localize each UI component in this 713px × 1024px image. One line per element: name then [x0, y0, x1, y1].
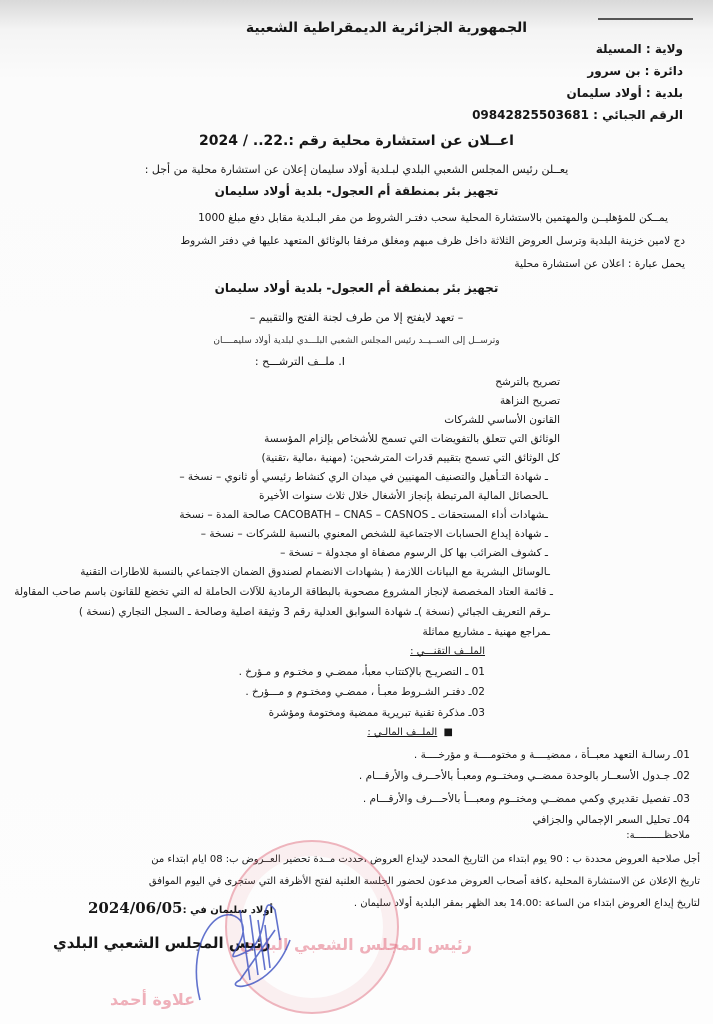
technical-item: 01 ـ التصريـح بالإكتتاب معبأ، ممضـي و مختـوم و مـؤرخ . [238, 666, 485, 678]
announcement-title: اعــلان عن استشارة محلية رقم :.22.. / 2024 [199, 133, 514, 149]
send-to: وترســل إلى الســيــد رئيس المجلس الشعبي البلـــدي لبلدية أولاد سليمــــان [213, 336, 500, 346]
financial-item: 03ـ تفصيل تقديري وكمي ممضــي ومختــوم ومعبـــأ بالأحـــرف والأرقـــام . [362, 793, 690, 805]
candidacy-heading: I. ملــف الترشـــح : [254, 355, 345, 368]
financial-item: 01ـ رسالـة التعهد معبــأة ، ممضيــــة و مختومــــة و مؤرخــــة . [413, 749, 690, 761]
notes-heading: ملاحظــــــــــة: [626, 830, 690, 841]
candidacy-item: ـ شهادة إيداع الحسابات الاجتماعية للشخص المعنوي بالنسبة للشركات – نسخة – [200, 528, 548, 540]
para-line: يحمل عبارة : اعلان عن استشارة محلية [514, 258, 685, 270]
financial-item: 04ـ تحليل السعر الإجمالي والجزافي [532, 814, 690, 826]
tax-number: الرقم الجبائي : 09842825503681 [472, 108, 683, 122]
candidacy-item: ـ شهادة التـأهيل والتصنيف المهنيين في ميدان الري كنشاط رئيسي أو ثانوي – نسخة – [179, 471, 548, 483]
sealed-note: – تعهد لايفتح إلا من طرف لجنة الفتح والتقييم – [249, 311, 464, 324]
candidacy-item: تصريح النزاهة [499, 395, 560, 407]
place-label: أولاد سليمان في : [182, 905, 273, 916]
candidacy-item: القانون الأساسي للشركات [444, 414, 560, 426]
signatory-title: رئيس المجلس الشعبي البلدي [53, 934, 271, 952]
candidacy-item: الوثائق التي تتعلق بالتفويضات التي تسمح للأشخاص بإلزام المؤسسة [264, 433, 560, 445]
technical-heading: الملــف التقنـــي : [410, 646, 485, 657]
financial-heading-text: الملــف المالـي : [367, 727, 438, 738]
candidacy-item: كل الوثائق التي تسمح بتقييم قدرات المترشحين: (مهنية ،مالية ،تقنية) [261, 452, 560, 464]
bullet-icon: ■ [437, 727, 453, 738]
para-line: دج لامين خزينة البلدية وترسل العروض الثلاثة داخل ظرف مبهم ومغلق مرفقا بالوثائق المتعهد عليها في دفتر الشروط [180, 235, 685, 247]
stamp-name: علاوة أحمد [110, 990, 196, 1009]
financial-item: 02ـ جـدول الأسعــار بالوحدة ممضــي ومختــوم ومعبـأ بالأحــرف والأرقـــام . [358, 770, 690, 782]
technical-item: 02ـ دفتـر الشـروط معبـأ ، ممضـي ومختـوم و مـــؤرخ . [245, 686, 485, 698]
candidacy-item: ـ كشوف الضرائب بها كل الرسوم مصفاة او مجدولة – نسخة – [280, 547, 548, 559]
candidacy-item: ـشهادات أداء المستحقات ـ CACOBATH – CNAS – CASNOS صالحة المدة – نسخة [179, 509, 548, 521]
candidacy-item: تصريح بالترشح [495, 376, 560, 388]
project-title-repeat: تجهيز بئر بمنطقة أم العجول- بلدية أولاد سليمان [214, 281, 499, 295]
announcement-intro: يعــلن رئيس المجلس الشعبي البلدي لبـلدية أولاد سليمان إعلان عن استشارة محلية من أجل : [144, 163, 569, 176]
candidacy-item: ـ قائمة العتاد المخصصة لإنجاز المشروع مصحوبة بالبطاقة الرمادية للآلات الحاملة له التي تخضع للقانون باسم صاحب المقاولة [14, 586, 553, 598]
baladiya: بلدية : أولاد سليمان [566, 86, 683, 100]
technical-item: 03ـ مذكرة تقنية تبريرية ممضية ومختومة ومؤشرة [268, 707, 485, 719]
note-line: أجل صلاحية العروض محددة ب : 90 يوم ابتداء من التاريخ المحدد لإيداع العروض ،حددت مــدة تحضير العــروض ب: 08 ايام ابتداء من [151, 854, 700, 865]
handwritten-signature [180, 880, 300, 1010]
candidacy-item: ـالحصائل المالية المرتبطة بإنجاز الأشغال خلال ثلاث سنوات الأخيرة [258, 490, 548, 502]
candidacy-item: ـالوسائل البشرية مع البيانات اللازمة ( بشهادات الانضمام لصندوق الضمان الاجتماعي بالنسبة للاطارات التقنية [80, 566, 550, 578]
candidacy-item: ـرقم التعريف الجبائي (نسخة )ـ شهادة السوابق العدلية رقم 3 وثيقة اصلية وصالحة ـ السجل التجاري (نسخة ) [78, 606, 550, 618]
daira: دائرة : بن سرور [587, 64, 683, 78]
candidacy-item: ـمراجع مهنية ـ مشاريع مماثلة [422, 626, 550, 638]
para-line: يمــكن للمؤهليــن والمهتمين بالاستشارة المحلية سحب دفتـر الشروط من مقر البـلدية مقابل دفع مبلغ 1000 [198, 212, 668, 224]
republic-heading: الجمهورية الجزائرية الديمقراطية الشعبية [245, 20, 528, 36]
wilaya: ولاية : المسيلة [595, 42, 683, 56]
note-line: لتاريخ إيداع العروض ابتداء من الساعة :14.00 بعد الظهر بمقر البلدية أولاد سليمان . [353, 898, 700, 909]
stamp-text: رئيس المجلس الشعبي البلدي [240, 935, 472, 954]
financial-heading [367, 725, 453, 741]
note-line: تاريخ الإعلان عن الاستشارة المحلية ،كافة أصحاب العروض مدعون لحضور الجلسة العلنية لفتح الأظرفة التي ستجرى في اليوم الموافق [148, 876, 700, 887]
project-title: تجهيز بئر بمنطقة أم العجول- بلدية أولاد سليمان [214, 184, 499, 198]
signature-date: 2024/06/05 [88, 899, 183, 917]
